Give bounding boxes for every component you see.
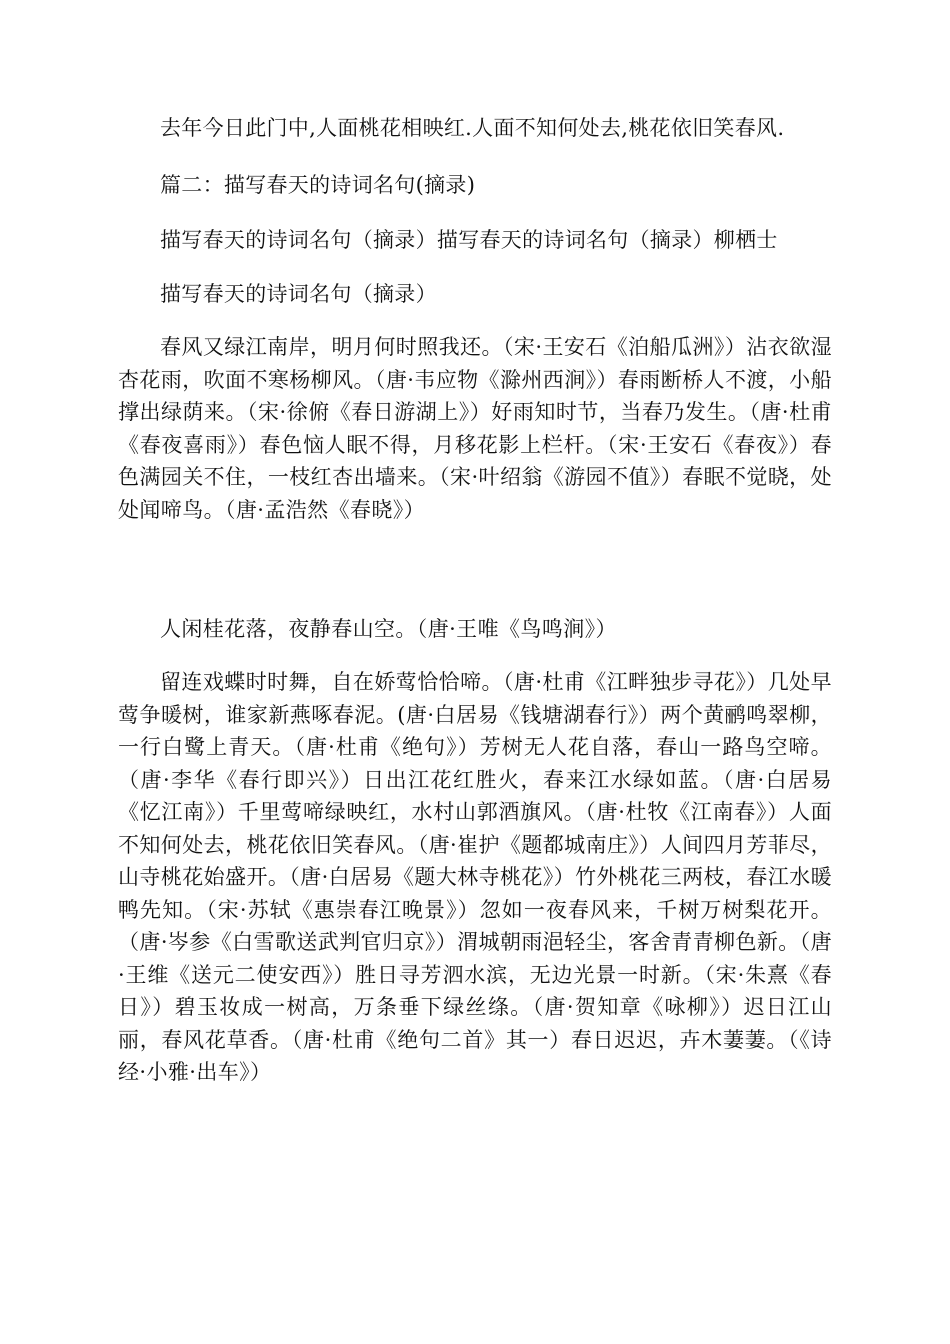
subtitle-line: 描写春天的诗词名句（摘录）描写春天的诗词名句（摘录）柳栖士 <box>160 228 778 252</box>
poem-line: 去年今日此门中,人面桃花相映红.人面不知何处去,桃花依旧笑春风. <box>160 116 785 140</box>
subtitle-line: 描写春天的诗词名句（摘录） <box>160 282 437 306</box>
paragraph: 春风又绿江南岸，明月何时照我还。（宋·王安石《泊船瓜洲》）沾衣欲湿杏花雨，吹面不寒杨柳风。（唐·韦应物《滁州西涧》）春雨断桥人不渡，小船撑出绿荫来。（宋·徐俯《春日游湖上》）好雨知时节，当春乃发生。（唐·杜甫《春夜喜雨》）春色恼人眠不得，月移花影上栏杆。（宋·王安石《春夜》）春色满园关不住，一枝红杏出墙来。（宋·叶绍翁《游园不值》）春眠不觉晓，处处闻啼鸟。（唐·孟浩然《春晓》） <box>118 335 832 522</box>
paragraph: 留连戏蝶时时舞，自在娇莺恰恰啼。（唐·杜甫《江畔独步寻花》）几处早莺争暖树，谁家新燕啄春泥。(唐·白居易《钱塘湖春行》）两个黄鹂鸣翠柳，一行白鹭上青天。（唐·杜甫《绝句》）芳树无人花自落，春山一路鸟空啼。（唐·李华《春行即兴》）日出江花红胜火，春来江水绿如蓝。（唐·白居易《忆江南》）千里莺啼绿映红，水村山郭酒旗风。（唐·杜牧《江南春》）人面不知何处去，桃花依旧笑春风。（唐·崔护《题都城南庄》）人间四月芳菲尽，山寺桃花始盛开。（唐·白居易《题大林寺桃花》）竹外桃花三两枝，春江水暖鸭先知。（宋·苏轼《惠崇春江晚景》）忽如一夜春风来，千树万树梨花开。（唐·岑参《白雪歌送武判官归京》）渭城朝雨浥轻尘，客舍青青柳色新。（唐·王维《送元二使安西》）胜日寻芳泗水滨，无边光景一时新。（宋·朱熹《春日》）碧玉妆成一树高，万条垂下绿丝绦。（唐·贺知章《咏柳》）迟日江山丽，春风花草香。（唐·杜甫《绝句二首》其一）春日迟迟，卉木萋萋。（《诗经·小雅·出车》） <box>118 670 832 1084</box>
paragraph: 人闲桂花落，夜静春山空。（唐·王唯《鸟鸣涧》） <box>160 617 617 641</box>
section-heading: 篇二：描写春天的诗词名句(摘录) <box>160 173 476 197</box>
